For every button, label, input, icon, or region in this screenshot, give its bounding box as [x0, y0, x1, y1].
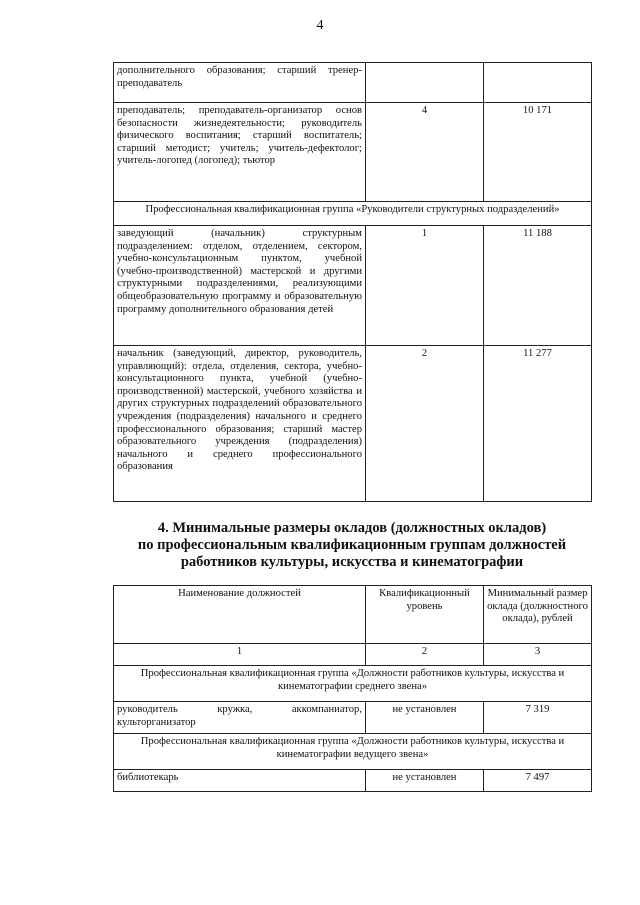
header-row: [114, 586, 592, 644]
group-header-row: [114, 666, 592, 702]
header-position: Наименование должностей: [114, 586, 366, 644]
level-cell: не установлен: [366, 770, 484, 792]
table-row: [114, 63, 592, 103]
column-number: 3: [484, 644, 592, 666]
column-numbers-row: [114, 644, 592, 666]
position-cell: заведующий (начальник) структурным подразделением: отделом, отделением, сектором, учебно-консультационным пунктом, учебной (учебно-производственной) мастерской и другими структурными подразделениями, реализующими общеобразовательную программу и образовательную программу дополнительного образования детей: [114, 226, 366, 346]
section-title-line: по профессиональным квалификационным группам должностей: [137, 537, 567, 553]
salary-cell: 7 497: [484, 770, 592, 792]
level-cell: 1: [366, 226, 484, 346]
group-header-row: [114, 202, 592, 226]
header-salary: Минимальный размер оклада (должностного оклада), рублей: [484, 586, 592, 644]
position-cell: преподаватель; преподаватель-организатор основ безопасности жизнедеятельности; руководитель физического воспитания; старший воспитатель; старший методист; учитель; учитель-дефектолог; учитель-логопед (логопед); тьютор: [114, 103, 366, 202]
table-row: [114, 702, 592, 734]
salary-cell: 11 277: [484, 346, 592, 502]
salary-cell: 10 171: [484, 103, 592, 202]
table-row: [114, 346, 592, 502]
table-row: [114, 226, 592, 346]
level-cell: [366, 63, 484, 103]
section-title-line: 4. Минимальные размеры окладов (должностных окладов): [157, 520, 547, 536]
level-cell: 4: [366, 103, 484, 202]
salary-cell: [484, 63, 592, 103]
position-cell: руководитель кружка, аккомпаниатор, культорганизатор: [114, 702, 366, 734]
section-title-line: работников культуры, искусства и кинематографии: [180, 554, 524, 570]
header-level: Квалификационный уровень: [366, 586, 484, 644]
position-cell: дополнительного образования; старший тренер-преподаватель: [114, 63, 366, 103]
qualification-group-title: Профессиональная квалификационная группа «Руководители структурных подразделений»: [114, 202, 592, 226]
salary-cell: 11 188: [484, 226, 592, 346]
qualification-group-title: Профессиональная квалификационная группа «Должности работников культуры, искусства и кинематографии среднего звена»: [114, 666, 592, 702]
level-cell: не установлен: [366, 702, 484, 734]
column-number: 1: [114, 644, 366, 666]
position-cell: библиотекарь: [114, 770, 366, 792]
group-header-row: [114, 734, 592, 770]
table-row: [114, 770, 592, 792]
page-number: 4: [316, 18, 324, 33]
level-cell: 2: [366, 346, 484, 502]
column-number: 2: [366, 644, 484, 666]
position-cell: начальник (заведующий, директор, руководитель, управляющий): отдела, отделения, сектора, учебно-консультационного пункта, учебной (учебно-производственной) мастерской, учебного хозяйства и других структурных подразделений образовательного учреждения (подразделения) начального и среднего профессионального образования; старший мастер образовательного учреждения (подразделения) начального и среднего профессионального образования: [114, 346, 366, 502]
salary-table-culture: [113, 585, 592, 792]
salary-cell: 7 319: [484, 702, 592, 734]
section-title: [113, 520, 591, 571]
table-row: [114, 103, 592, 202]
qualification-group-title: Профессиональная квалификационная группа «Должности работников культуры, искусства и кинематографии ведущего звена»: [114, 734, 592, 770]
salary-table-education: [113, 62, 592, 502]
